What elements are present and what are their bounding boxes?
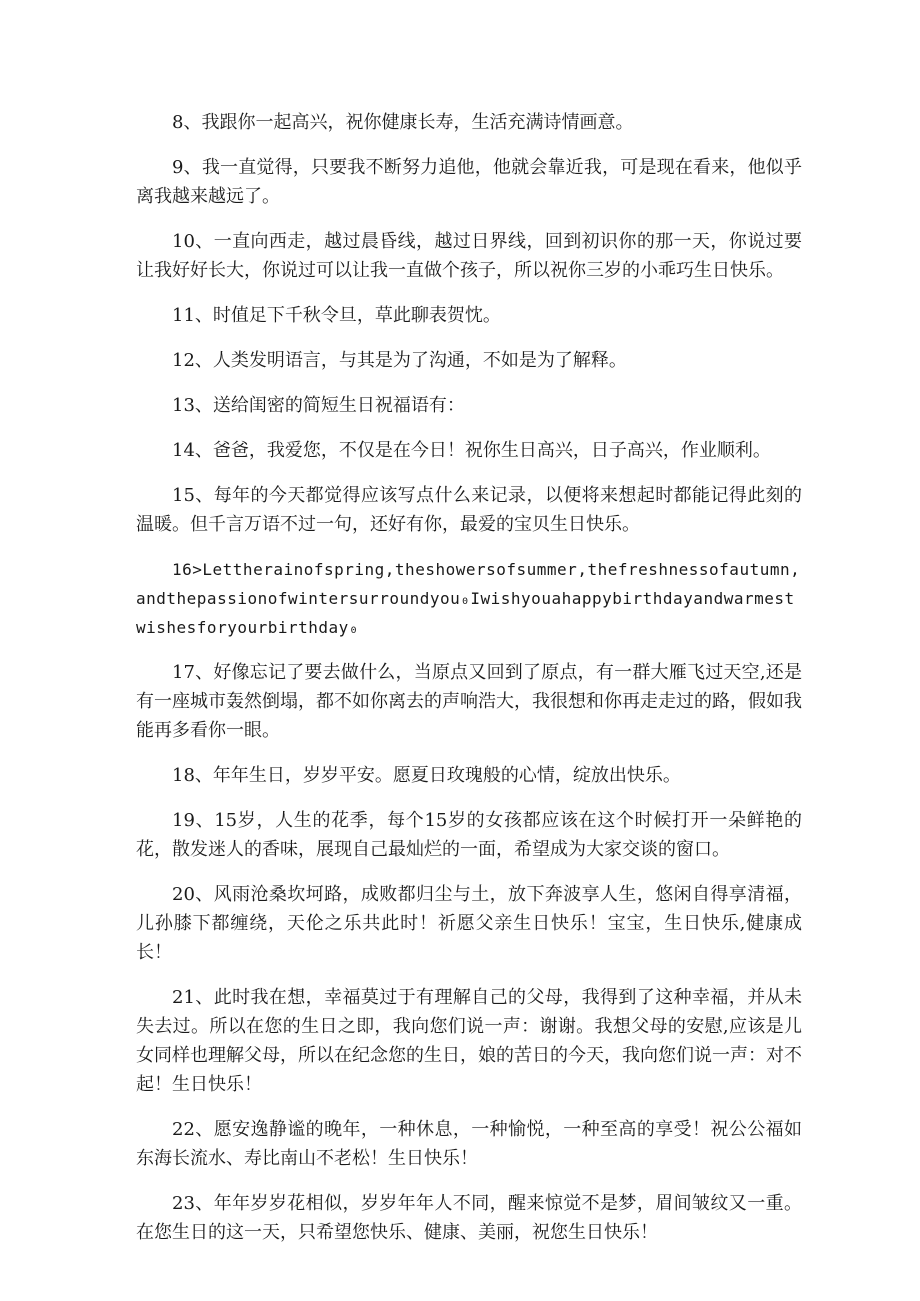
paragraph-12: 12、人类发明语言，与其是为了沟通，不如是为了解释。 — [172, 350, 627, 371]
paragraph-21: 21、此时我在想，幸福莫过于有理解自己的父母，我得到了这种幸福，并从未失去过。所以在您的生日之即，我向您们说一声：谢谢。我想父母的安慰,应该是儿女同样也理解父母，所以在纪念您的生日，娘的苦日的今天，我向您们说一声：对不起！生日快乐！ — [136, 987, 802, 1095]
document-page — [136, 108, 802, 1263]
paragraph-9: 9、我一直觉得，只要我不断努力追他，他就会靠近我，可是现在看来，他似乎离我越来越远了。 — [136, 157, 802, 207]
paragraph-17: 17、好像忘记了要去做什么，当原点又回到了原点，有一群大雁飞过天空,还是有一座城市轰然倒塌，都不如你离去的声响浩大，我很想和你再走走过的路，假如我能再多看你一眼。 — [136, 662, 802, 741]
paragraph-11: 11、时值足下千秋令旦，草此聊表贺忱。 — [172, 305, 501, 326]
paragraph-13: 13、送给闺密的简短生日祝福语有： — [172, 395, 465, 416]
paragraph-23: 23、年年岁岁花相似，岁岁年年人不同，醒来惊觉不是梦，眉间皱纹又一重。在您生日的这一天，只希望您快乐、健康、美丽，祝您生日快乐！ — [136, 1193, 802, 1243]
paragraph-20: 20、风雨沧桑坎坷路，成败都归尘与土，放下奔波享人生，悠闲自得享清福，儿孙膝下都缠绕，天伦之乐共此时！祈愿父亲生日快乐！宝宝，生日快乐,健康成长！ — [136, 884, 802, 963]
paragraph-10: 10、一直向西走，越过晨昏线，越过日界线，回到初识你的那一天，你说过要让我好好长大，你说过可以让我一直做个孩子，所以祝你三岁的小乖巧生日快乐。 — [136, 231, 802, 281]
paragraph-16-english: 16>Lettherainofspring,theshowersofsummer,thefreshnessofautumn,andthepassionofwintersurroundyou₀Iwishyouahappybirthdayandwarmestwishesforyourbirthday₀ — [136, 560, 801, 637]
paragraph-15: 15、每年的今天都觉得应该写点什么来记录，以便将来想起时都能记得此刻的温暖。但千言万语不过一句，还好有你，最爱的宝贝生日快乐。 — [136, 485, 802, 535]
paragraph-14: 14、爸爸，我爱您，不仅是在今日！祝你生日高兴，日子高兴，作业顺利。 — [172, 440, 771, 461]
paragraph-22: 22、愿安逸静谧的晚年，一种休息，一种愉悦，一种至高的享受！祝公公福如东海长流水、寿比南山不老松！生日快乐！ — [136, 1119, 802, 1169]
paragraph-8: 8、我跟你一起高兴，祝你健康长寿，生活充满诗情画意。 — [172, 112, 634, 133]
paragraph-19: 19、15岁，人生的花季，每个15岁的女孩都应该在这个时候打开一朵鲜艳的花，散发迷人的香味，展现自己最灿烂的一面，希望成为大家交谈的窗口。 — [136, 810, 802, 860]
paragraph-18: 18、年年生日，岁岁平安。愿夏日玫瑰般的心情，绽放出快乐。 — [172, 765, 681, 786]
